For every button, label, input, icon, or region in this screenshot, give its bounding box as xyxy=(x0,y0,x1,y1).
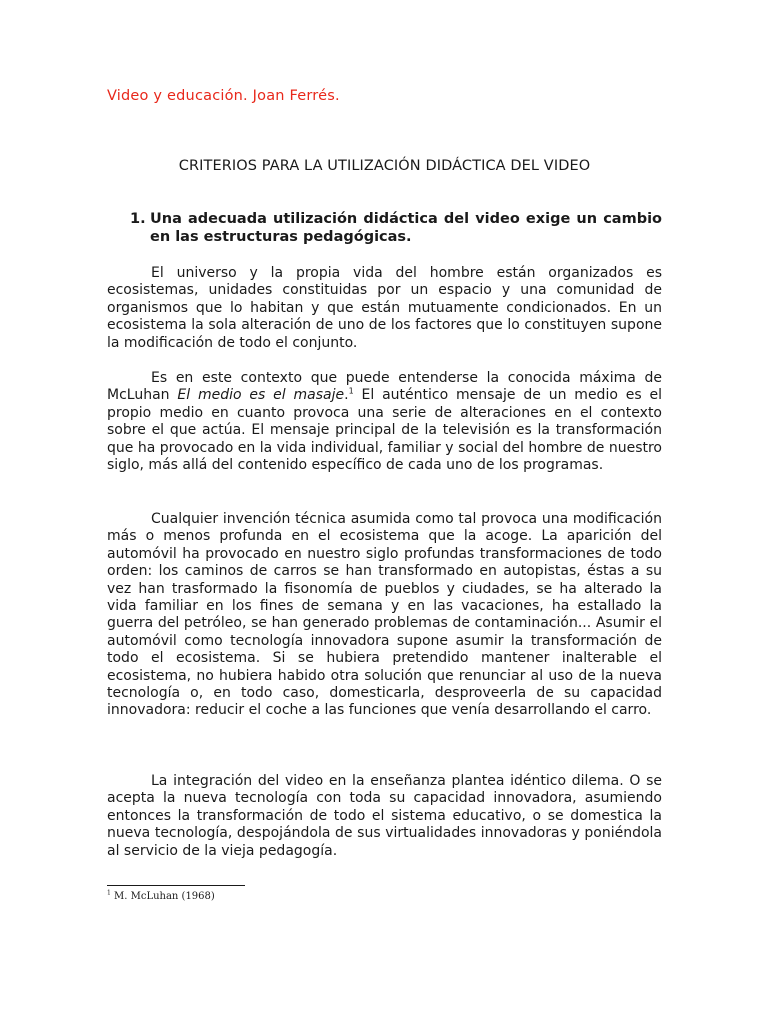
paragraph-2-intro: Es en este contexto que puede entenderse la conocida máxima de McLuhan xyxy=(107,370,662,404)
paragraph-2 xyxy=(107,370,662,474)
footnote-divider xyxy=(107,885,245,886)
paragraph-4: La integración del video en la enseñanza plantea idéntico dilema. O se acepta la nueva tecnología con toda su capacidad innovadora, asumiendo entonces la transformación de todo el sistema educativo, o se domestica la nueva tecnología, despojándola de sus virtualidades innovadoras y poniéndola al servicio de la vieja pedagogía. xyxy=(107,773,662,859)
footnote-reference: 1 xyxy=(348,386,354,396)
document-page xyxy=(107,0,662,1024)
section-heading-text: Una adecuada utilización didáctica del video exige un cambio en las estructuras pedagógicas. xyxy=(150,211,662,245)
paragraph-2-period: . xyxy=(344,387,349,404)
footnote-marker: 1 xyxy=(107,889,111,897)
section-number: 1. xyxy=(130,211,146,227)
section-heading xyxy=(130,210,662,246)
main-heading: CRITERIOS PARA LA UTILIZACIÓN DIDÁCTICA DEL VIDEO xyxy=(178,158,591,174)
paragraph-2-body: El auténtico mensaje de un medio es el propio medio en cuanto provoca una serie de alteraciones en el contexto sobre el que actúa. El mensaje principal de la televisión es la transformación que ha provocado en la vida individual, familiar y social del hombre de nuestro siglo, más allá del contenido específico de cada uno de los programas. xyxy=(107,387,663,474)
paragraph-3: Cualquier invención técnica asumida como tal provoca una modificación más o menos profunda en el ecosistema que la acoge. La aparición del automóvil ha provocado en nuestro siglo profundas transformaciones de todo orden: los caminos de carros se han transformado en autopistas, éstas a su vez han trasformado la fisonomía de pueblos y ciudades, se ha alterado la vida familiar en los fines de semana y en las vacaciones, ha estallado la guerra del petróleo, se han generado problemas de contaminación... Asumir el automóvil como tecnología innovadora supone asumir la transformación de todo el ecosistema. Si se hubiera pretendido mantener inalterable el ecosistema, no hubiera habido otra solución que renunciar al uso de la nueva tecnología o, en todo caso, domesticarla, desproveerla de su capacidad innovadora: reducir el coche a las funciones que venía desarrollando el carro. xyxy=(107,511,662,719)
mcluhan-quote: El medio es el masaje xyxy=(177,387,345,404)
paragraph-1: El universo y la propia vida del hombre están organizados es ecosistemas, unidades constituidas por un espacio y una comunidad de organismos que lo habitan y que están mutuamente condicionados. En un ecosistema la sola alteración de uno de los factores que lo constituyen supone la modificación de todo el conjunto. xyxy=(107,265,662,351)
document-title: Video y educación. Joan Ferrés. xyxy=(107,88,340,104)
footnote-text: M. McLuhan (1968) xyxy=(110,891,215,902)
footnote xyxy=(107,891,215,902)
